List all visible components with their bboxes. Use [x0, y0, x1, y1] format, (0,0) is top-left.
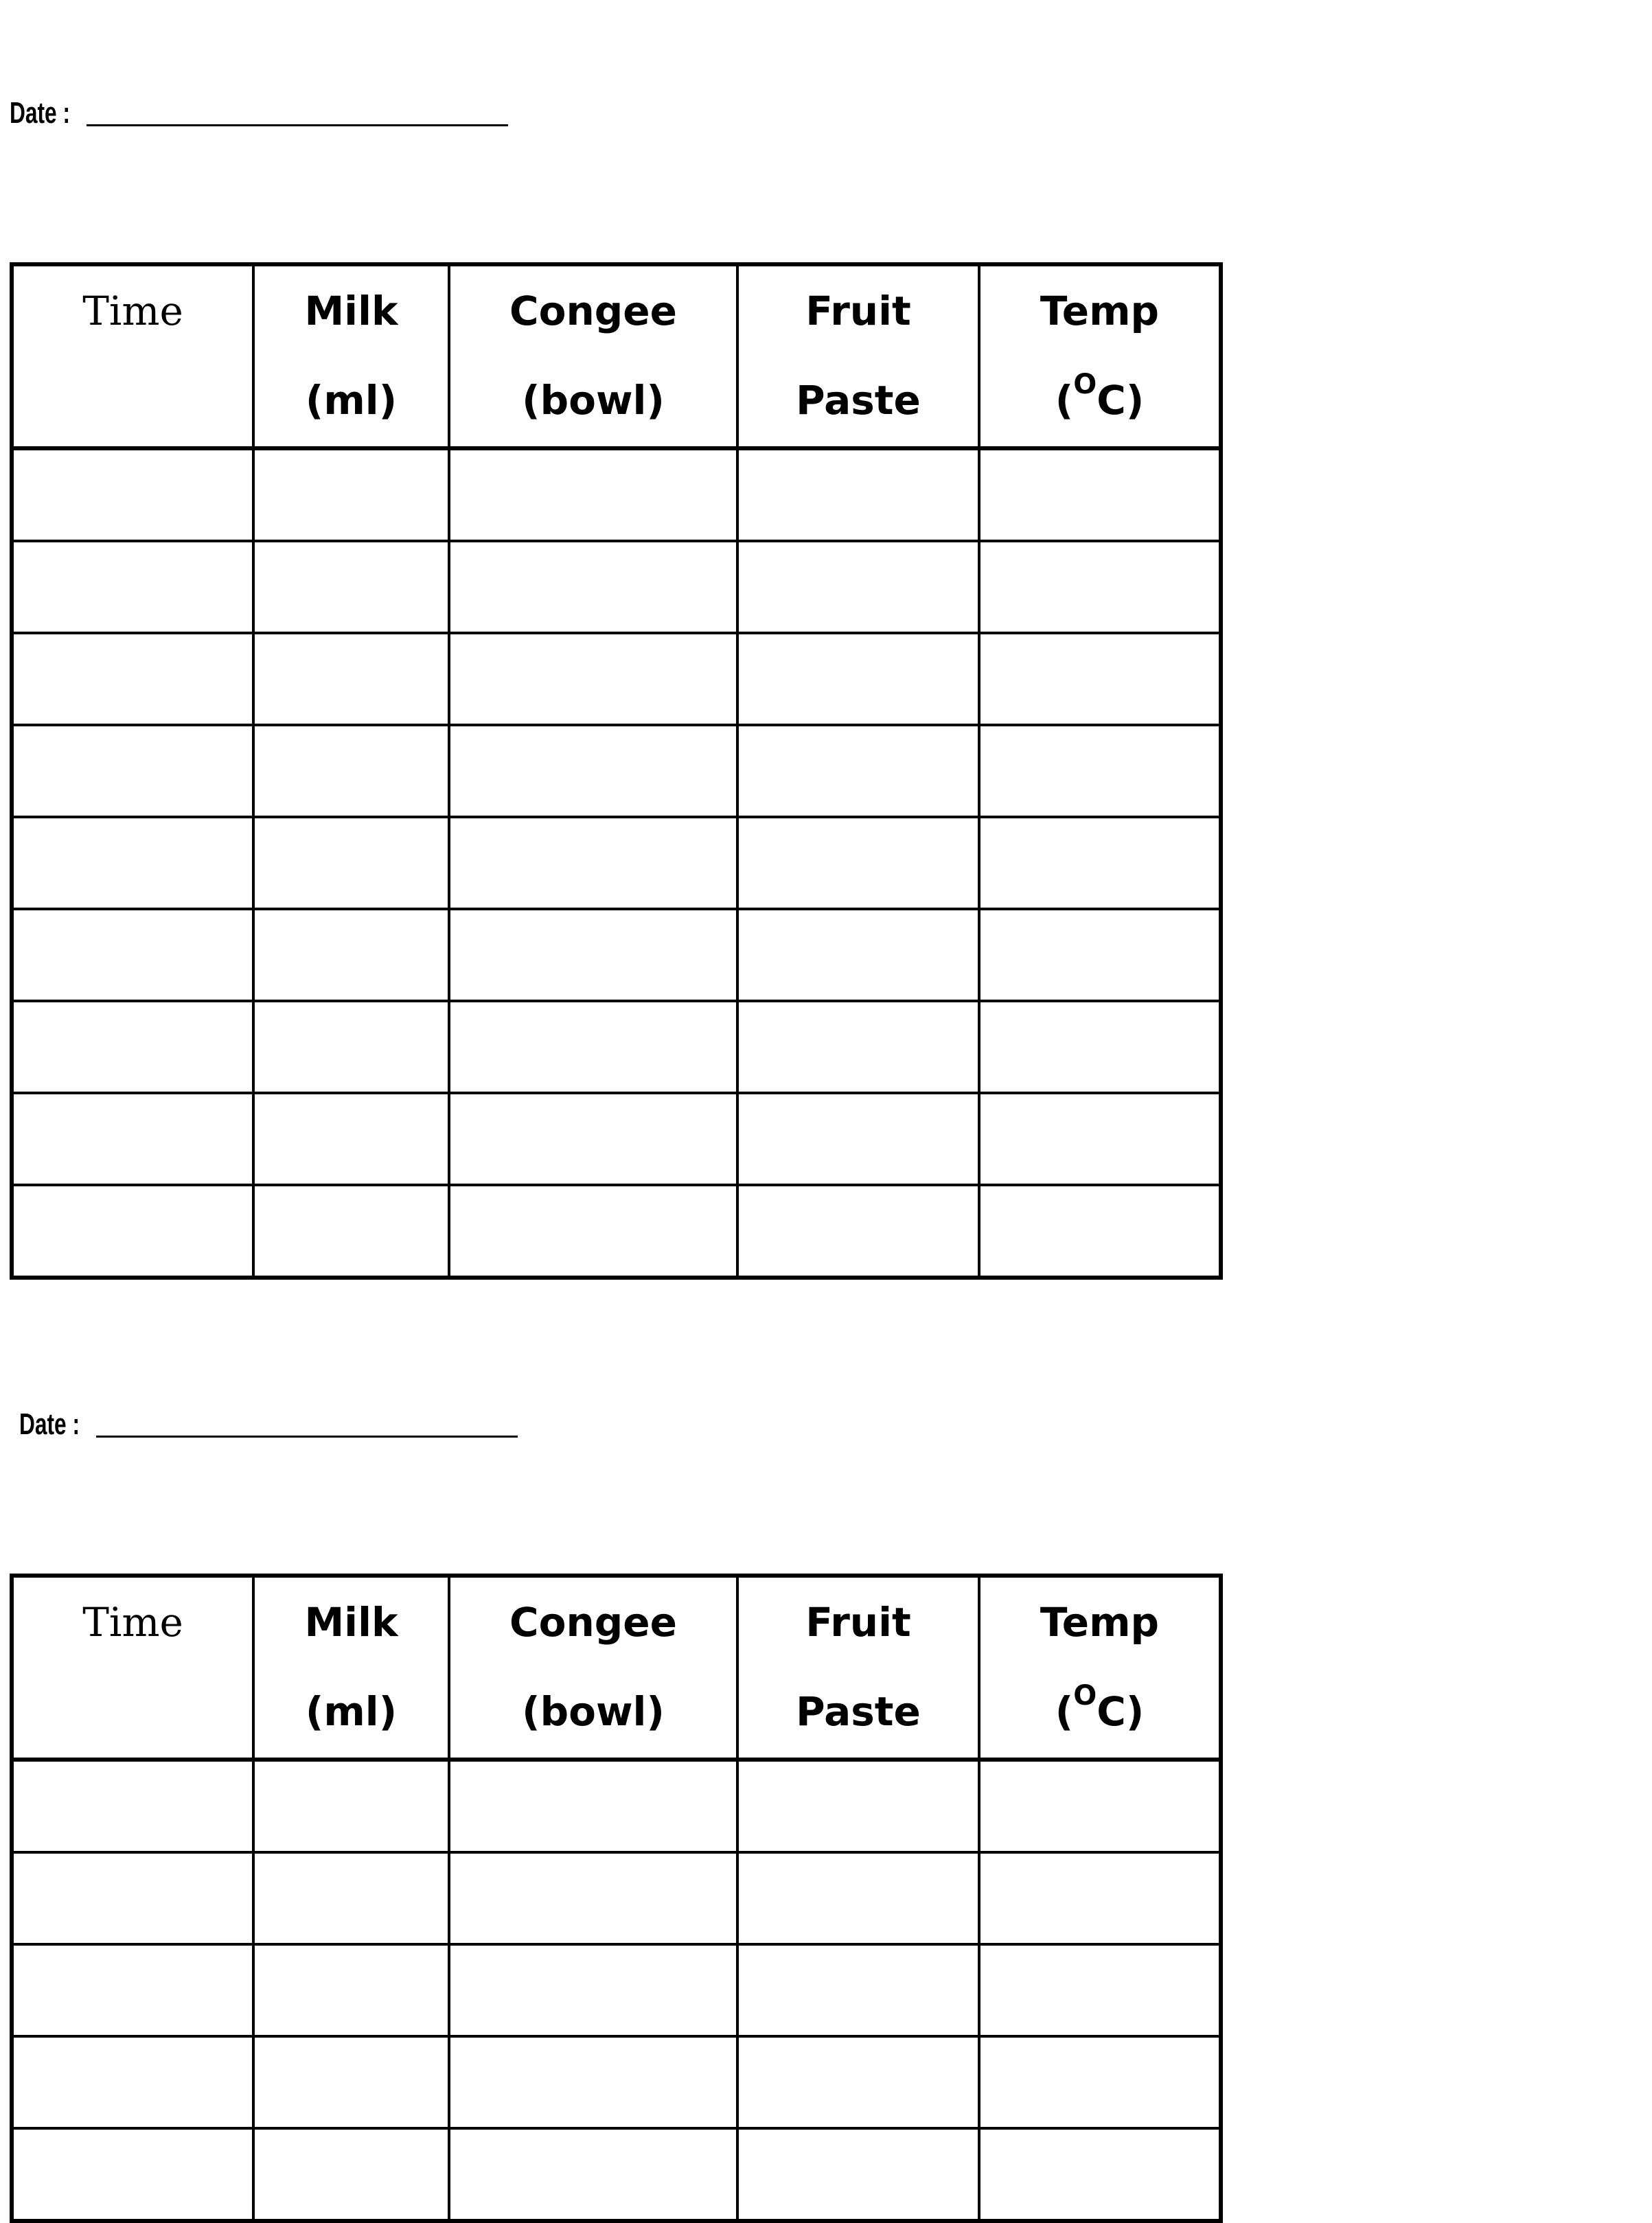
- cell-temp[interactable]: [979, 1852, 1221, 1944]
- column-header-temp: Temp ($^O$C): [979, 264, 1221, 448]
- column-header-milk: Milk (ml): [253, 1576, 449, 1760]
- cell-congee[interactable]: [449, 909, 737, 1001]
- cell-congee[interactable]: [449, 2036, 737, 2128]
- cell-fruit-paste[interactable]: [737, 1852, 979, 1944]
- cell-fruit-paste[interactable]: [737, 909, 979, 1001]
- cell-congee[interactable]: [449, 1760, 737, 1852]
- cell-temp[interactable]: [979, 1944, 1221, 2036]
- cell-time[interactable]: [12, 2128, 253, 2221]
- date-label: Date :: [10, 96, 71, 130]
- cell-milk[interactable]: [253, 1001, 449, 1093]
- date-blank-field[interactable]: [87, 124, 508, 126]
- cell-temp[interactable]: [979, 448, 1221, 541]
- cell-milk[interactable]: [253, 1760, 449, 1852]
- cell-time[interactable]: [12, 1944, 253, 2036]
- column-header-fruit-paste: Fruit Paste: [737, 264, 979, 448]
- date-line-1: [10, 96, 508, 130]
- cell-time[interactable]: [12, 633, 253, 725]
- cell-time[interactable]: [12, 817, 253, 909]
- cell-congee[interactable]: [449, 1093, 737, 1185]
- table-body: [12, 1760, 1221, 2221]
- cell-fruit-paste[interactable]: [737, 2036, 979, 2128]
- table-row: [12, 1944, 1221, 2036]
- cell-temp[interactable]: [979, 633, 1221, 725]
- column-header-congee: Congee (bowl): [449, 1576, 737, 1760]
- cell-time[interactable]: [12, 1185, 253, 1278]
- cell-time[interactable]: [12, 1760, 253, 1852]
- cell-time[interactable]: [12, 448, 253, 541]
- column-header-milk: Milk (ml): [253, 264, 449, 448]
- cell-congee[interactable]: [449, 1944, 737, 2036]
- cell-fruit-paste[interactable]: [737, 448, 979, 541]
- cell-time[interactable]: [12, 1852, 253, 1944]
- cell-temp[interactable]: [979, 1760, 1221, 1852]
- cell-fruit-paste[interactable]: [737, 541, 979, 633]
- cell-time[interactable]: [12, 2036, 253, 2128]
- cell-congee[interactable]: [449, 448, 737, 541]
- table-row: [12, 633, 1221, 725]
- cell-milk[interactable]: [253, 817, 449, 909]
- cell-fruit-paste[interactable]: [737, 633, 979, 725]
- cell-milk[interactable]: [253, 1944, 449, 2036]
- cell-milk[interactable]: [253, 633, 449, 725]
- table-row: [12, 2036, 1221, 2128]
- cell-temp[interactable]: [979, 2036, 1221, 2128]
- cell-fruit-paste[interactable]: [737, 1185, 979, 1278]
- cell-temp[interactable]: [979, 725, 1221, 817]
- cell-temp[interactable]: [979, 1093, 1221, 1185]
- table-row: [12, 725, 1221, 817]
- column-header-time: Time: [12, 1576, 253, 1760]
- cell-time[interactable]: [12, 1001, 253, 1093]
- cell-congee[interactable]: [449, 633, 737, 725]
- cell-congee[interactable]: [449, 1001, 737, 1093]
- cell-milk[interactable]: [253, 448, 449, 541]
- header-row: [12, 264, 1221, 448]
- table-row: [12, 541, 1221, 633]
- cell-temp[interactable]: [979, 817, 1221, 909]
- column-header-temp: Temp ($^O$C): [979, 1576, 1221, 1760]
- column-header-time: Time: [12, 264, 253, 448]
- column-header-fruit-paste: Fruit Paste: [737, 1576, 979, 1760]
- date-line-2: [19, 1407, 518, 1442]
- table-row: [12, 909, 1221, 1001]
- cell-fruit-paste[interactable]: [737, 1760, 979, 1852]
- cell-fruit-paste[interactable]: [737, 1944, 979, 2036]
- cell-time[interactable]: [12, 725, 253, 817]
- table-row: [12, 1852, 1221, 1944]
- table-body: [12, 448, 1221, 1278]
- cell-milk[interactable]: [253, 2128, 449, 2221]
- cell-temp[interactable]: [979, 1185, 1221, 1278]
- cell-fruit-paste[interactable]: [737, 1001, 979, 1093]
- cell-milk[interactable]: [253, 541, 449, 633]
- table-row: [12, 817, 1221, 909]
- header-row: [12, 1576, 1221, 1760]
- cell-time[interactable]: [12, 909, 253, 1001]
- cell-congee[interactable]: [449, 541, 737, 633]
- table-row: [12, 1185, 1221, 1278]
- feeding-log-table-1: [10, 262, 1223, 1280]
- cell-fruit-paste[interactable]: [737, 2128, 979, 2221]
- feeding-log-table-2: [10, 1574, 1223, 2223]
- cell-time[interactable]: [12, 1093, 253, 1185]
- cell-fruit-paste[interactable]: [737, 1093, 979, 1185]
- cell-temp[interactable]: [979, 909, 1221, 1001]
- table-row: [12, 1001, 1221, 1093]
- date-label: Date :: [19, 1407, 80, 1441]
- cell-congee[interactable]: [449, 2128, 737, 2221]
- cell-congee[interactable]: [449, 725, 737, 817]
- cell-fruit-paste[interactable]: [737, 725, 979, 817]
- cell-congee[interactable]: [449, 817, 737, 909]
- table-row: [12, 448, 1221, 541]
- table-row: [12, 1093, 1221, 1185]
- cell-fruit-paste[interactable]: [737, 817, 979, 909]
- cell-temp[interactable]: [979, 541, 1221, 633]
- cell-temp[interactable]: [979, 2128, 1221, 2221]
- cell-milk[interactable]: [253, 1852, 449, 1944]
- column-header-congee: Congee (bowl): [449, 264, 737, 448]
- table-row: [12, 1760, 1221, 1852]
- cell-time[interactable]: [12, 541, 253, 633]
- cell-milk[interactable]: [253, 2036, 449, 2128]
- cell-milk[interactable]: [253, 725, 449, 817]
- cell-congee[interactable]: [449, 1852, 737, 1944]
- cell-temp[interactable]: [979, 1001, 1221, 1093]
- cell-congee[interactable]: [449, 1185, 737, 1278]
- cell-milk[interactable]: [253, 1185, 449, 1278]
- cell-milk[interactable]: [253, 1093, 449, 1185]
- cell-milk[interactable]: [253, 909, 449, 1001]
- table-row: [12, 2128, 1221, 2221]
- date-blank-field[interactable]: [96, 1436, 518, 1438]
